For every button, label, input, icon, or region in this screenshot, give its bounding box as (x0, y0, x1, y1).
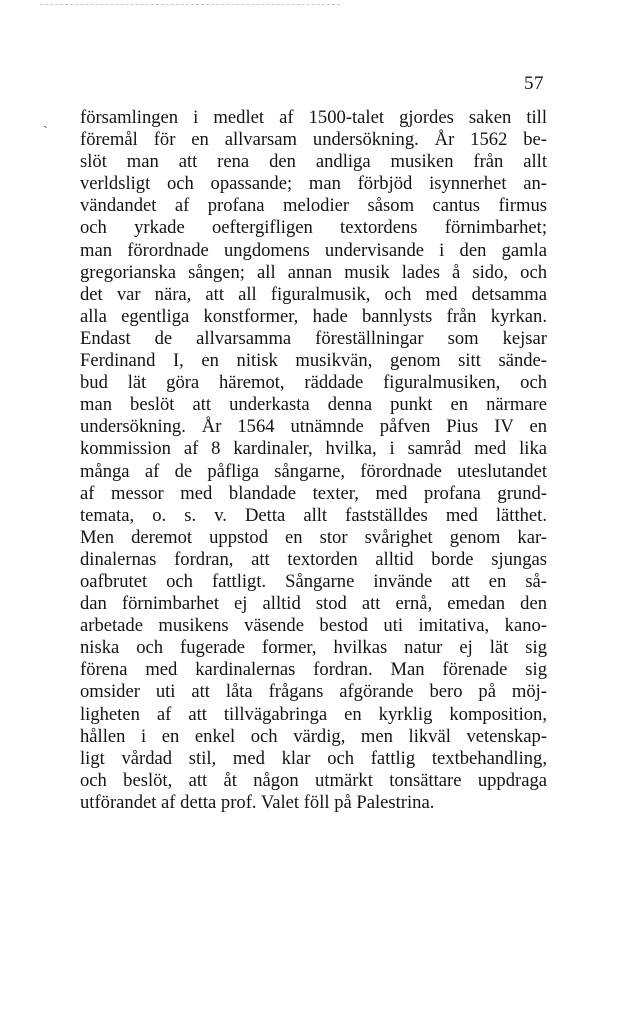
scan-edge-mark (40, 4, 340, 6)
page-number: 57 (524, 73, 544, 94)
text-line: niska och fugerade former, hvilkas natur ej lät sig (80, 637, 547, 659)
text-line: bud lät göra häremot, räddade figuralmusiken, och (80, 372, 547, 394)
text-line: många af de påfliga sångarne, förordnade uteslutandet (80, 460, 547, 482)
text-line: föremål för en allvarsam undersökning. År 1562 be- (80, 129, 547, 151)
text-line: det var nära, att all figuralmusik, och med detsamma (80, 283, 547, 305)
body-text (80, 107, 547, 814)
text-line: slöt man att rena den andliga musiken från allt (80, 151, 547, 173)
text-line: verldsligt och opassande; man förbjöd isynnerhet an- (80, 173, 547, 195)
text-line: undersökning. År 1564 utnämnde påfven Pius IV en (80, 416, 547, 438)
text-line: Endast de allvarsamma föreställningar som kejsar (80, 327, 547, 349)
text-line: omsider uti att låta frågans afgörande bero på möj- (80, 681, 547, 703)
text-line: man beslöt att underkasta denna punkt en närmare (80, 394, 547, 416)
text-line: förena med kardinalernas fordran. Man förenade sig (80, 659, 547, 681)
text-line: dan förnimbarhet ej alltid stod att ernå, emedan den (80, 593, 547, 615)
text-line: arbetade musikens väsende bestod uti imitativa, kano- (80, 615, 547, 637)
text-line: af messor med blandade texter, med profana grund- (80, 482, 547, 504)
text-line: vändandet af profana melodier såsom cantus firmus (80, 195, 547, 217)
text-line: alla egentliga konstformer, hade bannlysts från kyrkan. (80, 305, 547, 327)
text-line: församlingen i medlet af 1500-talet gjordes saken till (80, 107, 547, 128)
text-line: dinalernas fordran, att textorden alltid borde sjungas (80, 548, 547, 570)
text-line: oafbrutet och fattligt. Sångarne invände att en så- (80, 570, 547, 592)
text-line: man förordnade ungdomens undervisande i den gamla (80, 239, 547, 261)
text-line: Ferdinand I, en nitisk musikvän, genom sitt sände- (80, 350, 547, 372)
text-line: gregorianska sången; all annan musik lades å sido, och (80, 261, 547, 283)
text-line: temata, o. s. v. Detta allt fastställdes med lätthet. (80, 504, 547, 526)
text-line: utförandet af detta prof. Valet föll på Palestrina. (80, 791, 435, 813)
text-line: och beslöt, att åt någon utmärkt tonsättare uppdraga (80, 769, 547, 791)
text-line: ligheten af att tillvägabringa en kyrklig komposition, (80, 703, 547, 725)
margin-mark: ˎ (43, 114, 48, 129)
text-line: hållen i en enkel och värdig, men likväl vetenskap- (80, 725, 547, 747)
text-line: kommission af 8 kardinaler, hvilka, i samråd med lika (80, 438, 547, 460)
text-line: Men deremot uppstod en stor svårighet genom kar- (80, 526, 547, 548)
text-line: ligt vårdad stil, med klar och fattlig textbehandling, (80, 747, 547, 769)
text-line: och yrkade oeftergifligen textordens förnimbarhet; (80, 217, 547, 239)
